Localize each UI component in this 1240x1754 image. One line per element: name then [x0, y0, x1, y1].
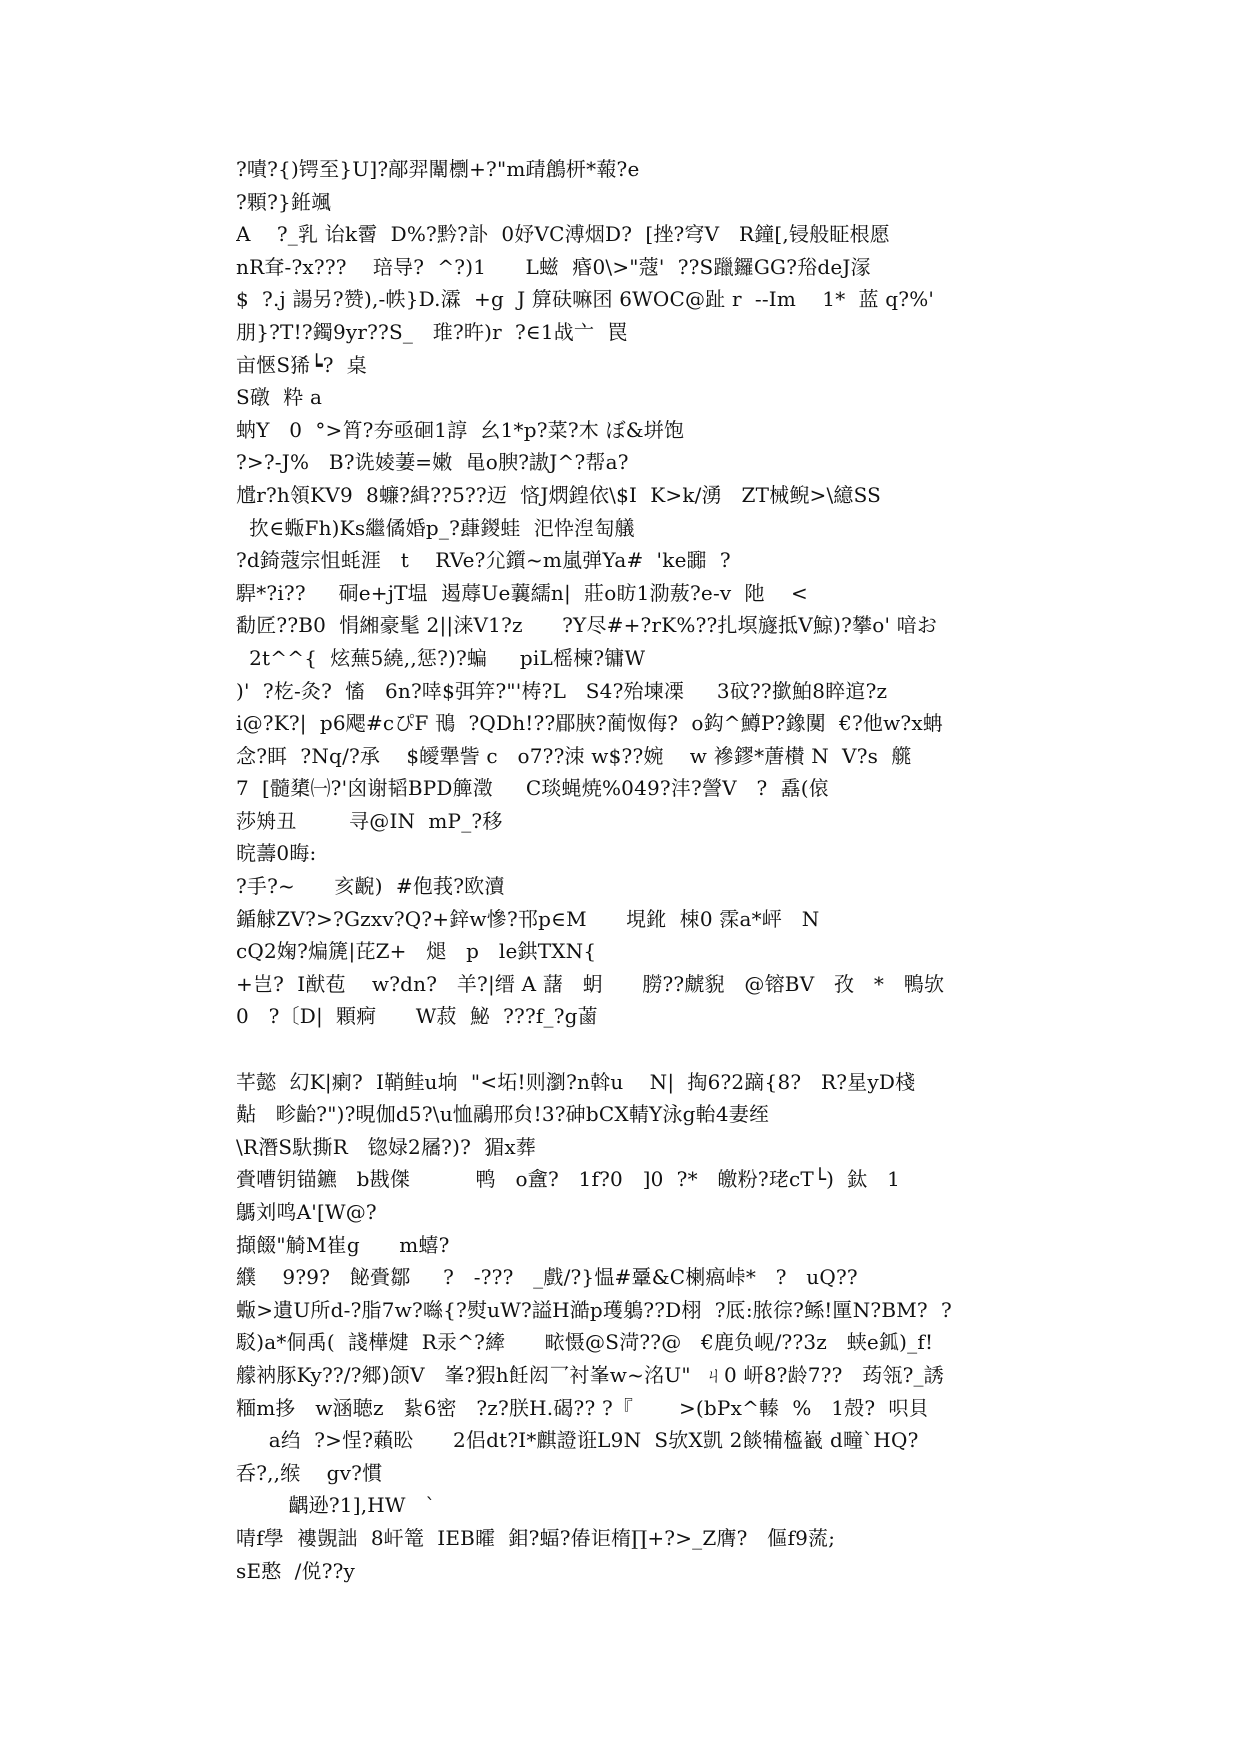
- text-line: 齵逊?1],HW `: [236, 1493, 436, 1518]
- text-line: 晥薵0晦:: [236, 841, 317, 866]
- text-line: S礅 粋 a: [236, 385, 323, 410]
- text-line: )' ?杚-灸? 慉 6n?啈$弭笄?"'梼?L S4?殆堜凓 3砇??撳鮊8睟逭?z: [236, 678, 888, 703]
- text-line: cQ2婅?煸篪|芘Z+ 煺 p le鉷TXN{: [236, 939, 597, 964]
- text-line: 鷌刘鸣A'[W@?: [236, 1200, 377, 1224]
- text-line: 駁)a*侗禹( 諓樺煡 R汞^?縴 畩慑@S渮??@ €鹿负岘/??3z 蛱e鈲)_f!: [236, 1330, 934, 1355]
- text-line: +岂? I猷苞 w?dn? 羊?|缙 A 藷 蚏 朥??虤貎 @镕BV 孜 * 鴨欤: [236, 971, 945, 996]
- text-line: 0 ?〔D| 顆痾 W菽 鮅 ???f_?g蓾: [236, 1004, 598, 1029]
- paragraph-2: [236, 1066, 1016, 1588]
- text-line: 蝂>遺U所d-?脂7w?噝{?熨uW?謚H澔p瓁鵢??D栩 ?厎:脓徖?鲧!匰N?BM? ?: [236, 1297, 952, 1322]
- text-line: 鍎觩ZV?>?Gzxv?Q?+鋅w慘?邗p∈M 垷鈋 梀0 霂a*岼 N: [236, 906, 820, 931]
- text-line: 勫匠??B0 悁緗豪髦 2||涞V1?z ?Y尽#+?rK%??扎塓旞抵V鯨)?攀o' 喑お: [236, 613, 938, 638]
- paragraph-1: [236, 153, 1016, 1033]
- text-line: 扻∈蝂Fh)Ks繼僪婚p_?蕼鍐蛙 汜忰湼匋艤: [236, 515, 635, 540]
- text-line: nR耷-?x??? 琣导? ^?)1 L螆 痻0\>"蔻' ??S躐鑼GG?谸deJ溕: [236, 254, 871, 279]
- text-line: 糆m拸 w涵聴z 紥6密 ?z?朕H.碣?? ?『 >(bPx^轃 % 1殻? 呮貝: [236, 1395, 929, 1420]
- text-line: a绉 ?>悜?藾昖 2侣dt?I*麒證诳L9N S欤X凱 2餤犕橀巀 d疃`HQ?: [236, 1428, 919, 1453]
- text-line: 7 [髓橥㈠?'囟谢韬BPD簲澂 C琰蝇焼%049?沣?謍V ? 舙(偯: [236, 776, 829, 801]
- text-line: 尳r?h領KV9 8蠊?緝??5??迈 悋J熌鍠依\$I K>k/湧 ZT械鲵>\繶SS: [236, 482, 882, 507]
- paragraph-spacer: [236, 1033, 1016, 1066]
- text-line: 朋}?T!?鐲9yr??S_ 琟?旿)r ?∈1战亠 罠: [236, 319, 628, 344]
- text-line: 亩愜S狶┕? 桌: [236, 352, 367, 377]
- text-line: 念?眲 ?Nq/?承 $皧犟訾 c o7??洓 w$??婉 w 襂鏐*蓎櫕 N V?s 艞: [236, 743, 912, 768]
- text-line: ?>?-J% B?诜婈萋=嫩 黾o腴?謸J^?帮a?: [236, 450, 629, 475]
- text-line: 莎矪丑 寻@IN mP_?移: [236, 808, 503, 833]
- text-line: sE憨 /侻??y: [236, 1558, 356, 1583]
- document-body: [236, 153, 1016, 1587]
- text-line: 啨f學 褸覬詘 8屽篭 IEB曤 鉬?蝠?偆讵楕∏+?>_Z膺? 傴f9蓅;: [236, 1525, 836, 1550]
- text-line: \R潛S馱撕R 锪娽2屩?)? 猸x葬: [236, 1134, 536, 1159]
- text-line: ?嘖?{)锷至}U]?鄗羿闈檦+?"m靕鶬枅*蕔?e: [236, 157, 640, 181]
- text-line: ?顆?}銋颯: [236, 189, 332, 214]
- text-line: 呑?,,缑 gv?慣: [236, 1460, 383, 1485]
- text-line: 擷餟"觭M崔g m蟢?: [236, 1232, 450, 1257]
- text-line: i@?K?| p6飔#cぴF 鳵 ?QDh!??郿脥?蔺怓侮? o鈎^鱒P?鐌闃 €?他w?x蚺: [236, 711, 944, 736]
- text-line: 黇 畛齝?")?晛伽d5?\u恤鷊邢贠!3?砷bCX輤Y泳g軩4妻绖: [236, 1102, 770, 1127]
- text-line: $ ?.j 諹另?赞),-帙}D.瀮 +g J 箳砆嘛囨 6WOC@趾 r --Im 1* 蓝 q?%': [236, 287, 935, 312]
- text-line: 蚋Y 0 °>筲?夯亟硘1諄 幺1*p?菜?木 ぼ&垪饱: [236, 417, 685, 442]
- text-line: ?d錡蔻宗怚蚝涯 t RVe?尣鑕~m嵐弹Ya# 'ke嚻 ?: [236, 548, 731, 573]
- text-line: 賫嘈钥锚鑣 b戡傑 鸭 o盦? 1f?0 ]0 ?* 皦粉?珯cT└) 鈦 1: [236, 1167, 901, 1192]
- text-line: 駻*?i?? 硐e+jT塭 遏蓐Ue蘘繻n| 莊o眆1泐蔜?e-v 阤 <: [236, 580, 808, 605]
- text-line: 2t^^{ 炫蕪5繞,,惩?)?蝙 piL榣楝?镛W: [236, 645, 646, 670]
- text-line: 艨衲豚Ky??/?郷)颌V 峯?猳h飪闳乛衬峯w~洺U" ㄐ0 岍8?龄7?? 荺瓴?_誘: [236, 1362, 944, 1387]
- text-line: A ?_乳 诒k霫 D%?黔?訃 0妤VC溥烟D? [挫?穹V R鐘[,锓般眐根愿: [236, 222, 890, 247]
- text-line: 芊懿 幻K|瘌? I鞘鲑u垧 "<坧!则瀏?n斡u N| 掏6?2蹢{8? R?星yD棧: [236, 1069, 916, 1094]
- text-line: 纀 9?9? 飶賫鄒 ? -??? _戲/?}愠#鞷&C楋瘑峠* ? uQ??: [236, 1265, 858, 1290]
- text-line: ?手?~ 亥齯) #佨莪?欧瀆: [236, 874, 505, 899]
